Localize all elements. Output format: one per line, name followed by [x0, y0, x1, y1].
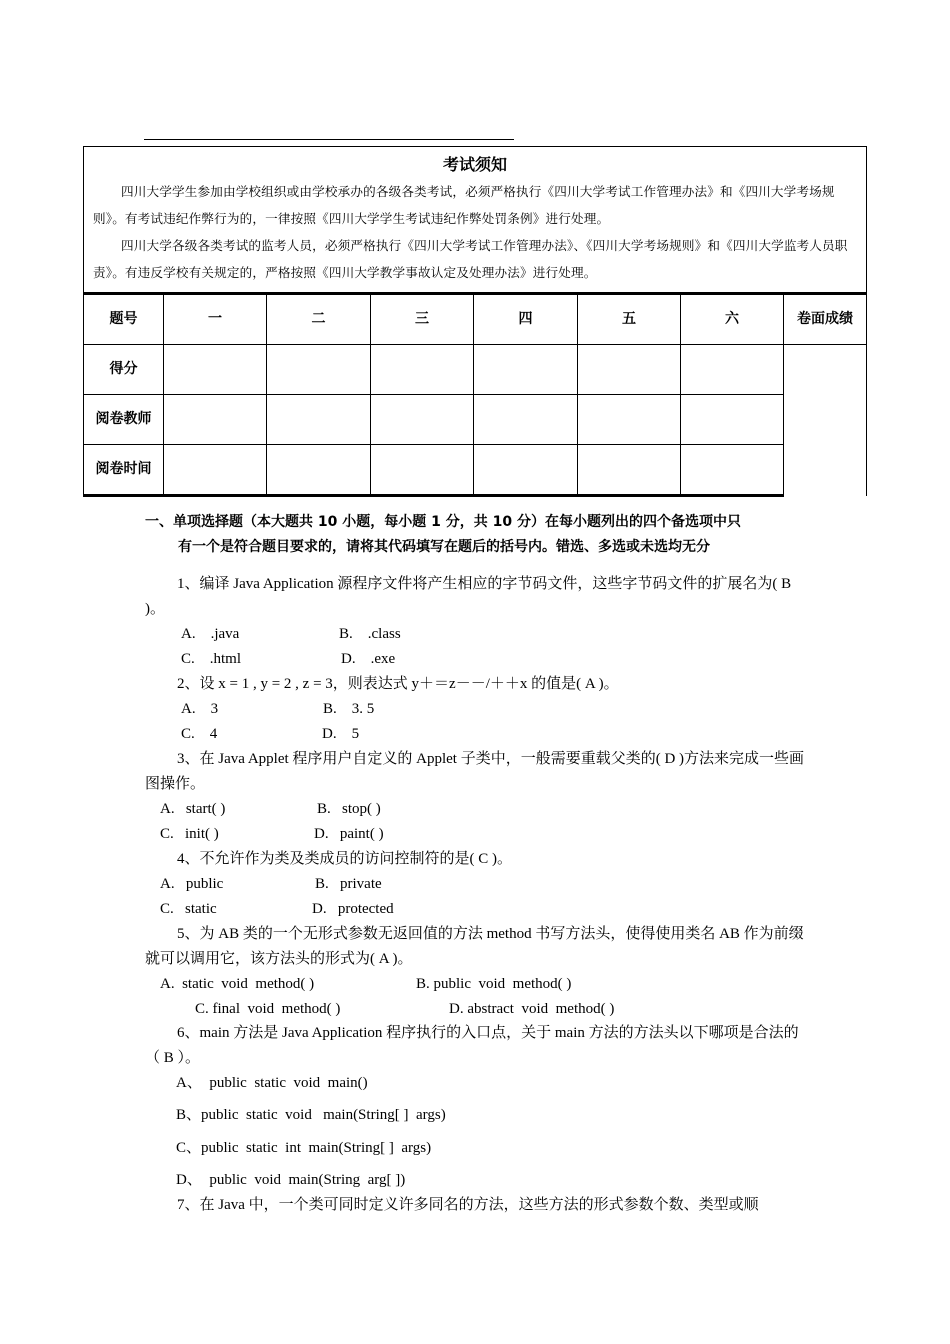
question-3 [145, 747, 810, 797]
grading-time-row [84, 445, 867, 496]
question-1-text: 1、编译 Java Application 源程序文件将产生相应的字节码文件，这些字节码文件的扩展名为( B )。 [145, 576, 792, 617]
header-question-number: 题号 [84, 294, 164, 345]
notice-paragraph-invigilators: 四川大学各级各类考试的监考人员，必须严格执行《四川大学考试工作管理办法》、《四川大学考场规则》和《四川大学监考人员职责》。有违反学校有关规定的，严格按照《四川大学教学事故认定及处理办法》进行处理。 [93, 239, 848, 280]
q3-option-c: C. init( ) [160, 826, 219, 842]
grader-cell-1[interactable] [164, 395, 267, 445]
q5-option-a: A. static void method( ) [160, 976, 315, 992]
grader-cell-4[interactable] [474, 395, 578, 445]
time-cell-2[interactable] [267, 445, 371, 496]
section-heading [145, 510, 815, 560]
q5-option-c: C. final void method( ) [195, 1001, 341, 1017]
score-table [83, 292, 867, 497]
question-1 [145, 572, 810, 622]
score-cell-5[interactable] [578, 345, 681, 395]
q3-option-a: A. start( ) [160, 801, 226, 817]
grader-cell-2[interactable] [267, 395, 371, 445]
grader-cell-5[interactable] [578, 395, 681, 445]
section-heading-line-2: 有一个是符合题目要求的，请将其代码填写在题后的括号内。错选、多选或未选均无分 [178, 539, 710, 555]
score-cell-1[interactable] [164, 345, 267, 395]
header-section-3: 三 [371, 294, 474, 345]
q1-option-d: D. .exe [341, 651, 396, 667]
header-section-1: 一 [164, 294, 267, 345]
q3-option-b: B. stop( ) [317, 801, 381, 817]
exam-notice-box [83, 146, 867, 293]
q6-option-a: A、 public static void main() [176, 1075, 368, 1091]
grader-cell-6[interactable] [681, 395, 784, 445]
q3-option-d: D. paint( ) [314, 826, 384, 842]
score-row [84, 345, 867, 395]
question-3-text: 3、在 Java Applet 程序用户自定义的 Applet 子类中，一般需要重载父类的( D )方法来完成一些画图操作。 [145, 751, 805, 792]
row-label-score: 得分 [84, 345, 164, 395]
grader-row [84, 395, 867, 445]
question-6 [145, 1021, 810, 1071]
q4-option-d: D. protected [312, 901, 394, 917]
q6-option-d: D、 public void main(String arg[ ]) [176, 1172, 406, 1188]
q4-option-b: B. private [315, 876, 382, 892]
q1-option-a: A. .java [181, 626, 240, 642]
header-section-4: 四 [474, 294, 578, 345]
section-heading-line-1: 一、单项选择题（本大题共 10 小题，每小题 1 分，共 10 分）在每小题列出的四个备选项中只 [145, 514, 741, 530]
time-cell-4[interactable] [474, 445, 578, 496]
notice-title: 考试须知 [442, 155, 507, 174]
score-cell-2[interactable] [267, 345, 371, 395]
q1-option-b: B. .class [339, 626, 401, 642]
row-label-grader: 阅卷教师 [84, 395, 164, 445]
q1-option-c: C. .html [181, 651, 242, 667]
notice-paragraph-students: 四川大学学生参加由学校组织或由学校承办的各级各类考试，必须严格执行《四川大学考试工作管理办法》和《四川大学考场规则》。有考试违纪作弊行为的，一律按照《四川大学学生考试违纪作弊处罚条例》进行处理。 [93, 185, 835, 226]
header-rule [144, 139, 514, 140]
q6-option-b: B、public static void main(String[ ] args) [176, 1107, 446, 1123]
q2-option-d: D. 5 [322, 726, 360, 742]
question-7-text: 7、在 Java 中，一个类可同时定义许多同名的方法，这些方法的形式参数个数、类型或顺 [177, 1197, 759, 1213]
q2-option-a: A. 3 [181, 701, 219, 717]
q5-option-b: B. public void method( ) [416, 976, 572, 992]
total-score-cell[interactable] [784, 345, 867, 496]
q5-option-d: D. abstract void method( ) [449, 1001, 615, 1017]
header-section-2: 二 [267, 294, 371, 345]
q4-option-c: C. static [160, 901, 217, 917]
question-2-text: 2、设 x = 1 , y = 2 , z = 3，则表达式 y＋＝z－－/＋＋x 的值是( A )。 [177, 676, 619, 692]
score-cell-6[interactable] [681, 345, 784, 395]
question-2 [145, 672, 810, 697]
q6-option-c: C、public static int main(String[ ] args) [176, 1140, 432, 1156]
time-cell-3[interactable] [371, 445, 474, 496]
time-cell-1[interactable] [164, 445, 267, 496]
row-label-grading-time: 阅卷时间 [84, 445, 164, 496]
question-5 [145, 922, 810, 972]
time-cell-5[interactable] [578, 445, 681, 496]
score-table-header-row [84, 294, 867, 345]
time-cell-6[interactable] [681, 445, 784, 496]
q2-option-c: C. 4 [181, 726, 218, 742]
q2-option-b: B. 3. 5 [323, 701, 375, 717]
question-4-text: 4、不允许作为类及类成员的访问控制符的是( C )。 [177, 851, 512, 867]
header-section-5: 五 [578, 294, 681, 345]
grader-cell-3[interactable] [371, 395, 474, 445]
header-total-score: 卷面成绩 [784, 294, 867, 345]
score-cell-4[interactable] [474, 345, 578, 395]
q4-option-a: A. public [160, 876, 224, 892]
score-cell-3[interactable] [371, 345, 474, 395]
header-section-6: 六 [681, 294, 784, 345]
question-7 [145, 1193, 810, 1218]
question-5-text: 5、为 AB 类的一个无形式参数无返回值的方法 method 书写方法头，使得使用类名 AB 作为前缀就可以调用它，该方法头的形式为( A )。 [145, 926, 804, 967]
question-4 [145, 847, 810, 872]
question-6-text: 6、main 方法是 Java Application 程序执行的入口点，关于 main 方法的方法头以下哪项是合法的（ B ）。 [145, 1025, 799, 1066]
